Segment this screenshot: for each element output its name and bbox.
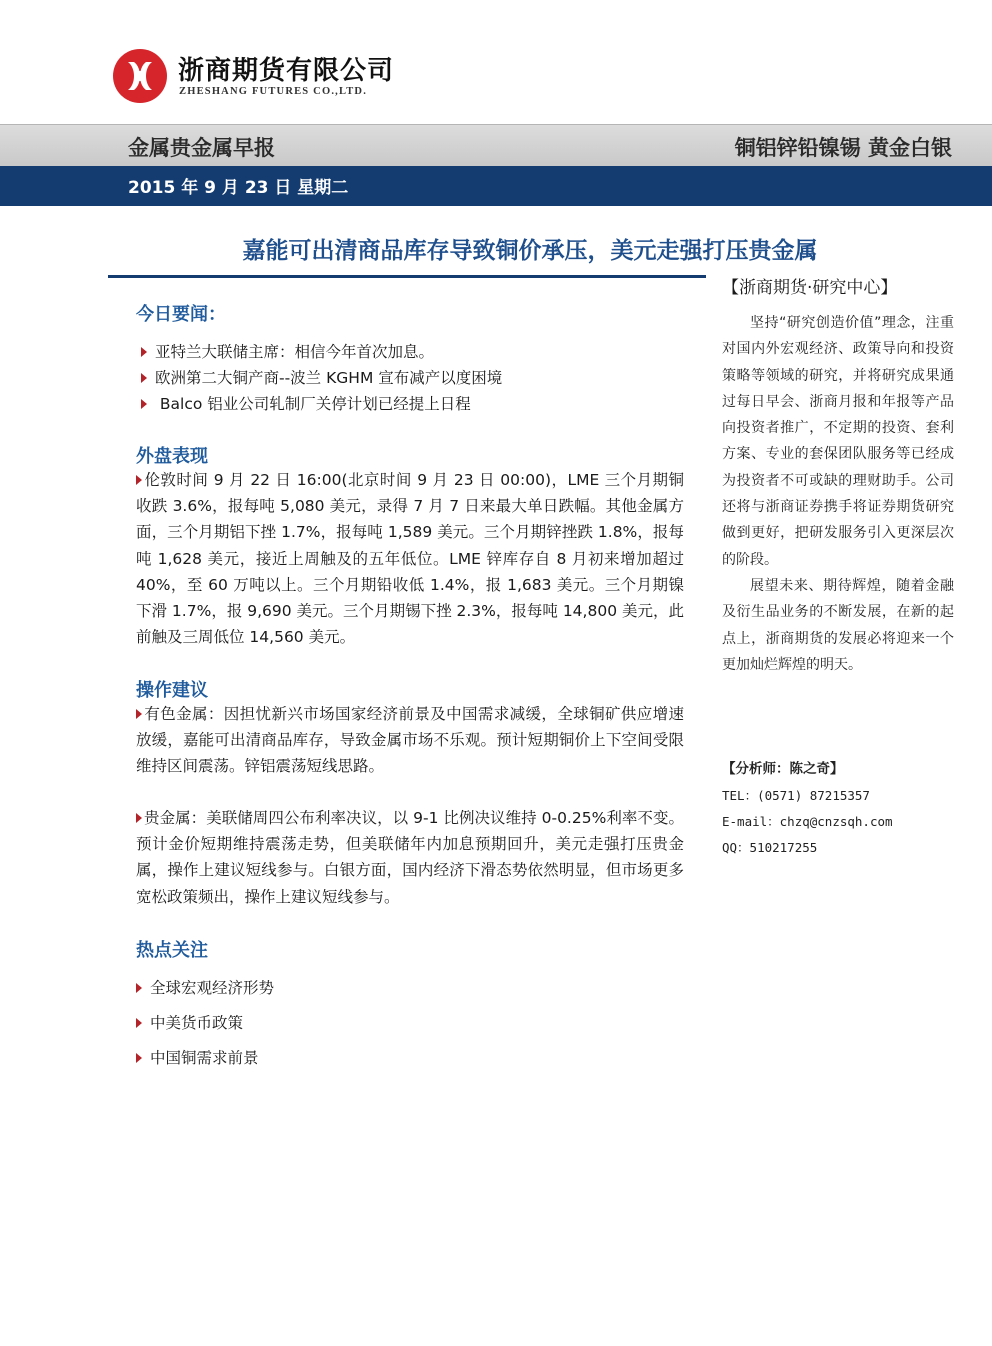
report-type-band: [0, 124, 992, 166]
news-item: Balco 铝业公司轧制厂关停计划已经提上日程: [136, 392, 471, 414]
overseas-paragraph: 伦敦时间 9 月 22 日 16:00(北京时间 9 月 23 日 00:00)，LME 三个月期铜收跌 3.6%，报每吨 5,080 美元，录得 7 月 7 日来最大单日跌幅。其他金属方面，三个月期铝下挫 1.7%，报每吨 1,589 美元。三个月期锌挫跌 1.8%，报每吨 1,628 美元，接近上周触及的五年低位。LME 锌库存自 8 月初来增加超过 40%，至 60 万吨以上。三个月期铅收低 1.4%，报 1,683 美元。三个月期镍下滑 1.7%，报 9,690 美元。三个月期锡下挫 2.3%，报每吨 14,800 美元，此前触及三周低位 14,560 美元。: [136, 471, 684, 647]
report-date: 2015 年 9 月 23 日 星期二: [128, 178, 349, 198]
hotspot-item: 中国铜需求前景: [136, 1046, 259, 1068]
intro-paragraph: 坚持“研究创造价值”理念，注重对国内外宏观经济、政策导向和投资策略等领域的研究，并将研究成果通过每日早会、浙商月报和年报等产品向投资者推广，不定期的投资、套利方案、专业的套保团队服务等已经成为投资者不可或缺的理财助手。公司还将与浙商证券携手将证券期货研究做到更好，把研发服务引入更深层次的阶段。: [722, 315, 954, 568]
research-center-tag: 【浙商期货·研究中心】: [722, 278, 898, 298]
advice-nonferrous: 有色金属：因担忧新兴市场国家经济前景及中国需求减缓，全球铜矿供应增速放缓，嘉能可出清商品库存，导致金属市场不乐观。预计短期铜价上下空间受限维持区间震荡。锌铝震荡短线思路。: [136, 705, 684, 776]
section-title-news: 今日要闻：: [136, 304, 226, 325]
bullet-arrow-icon: [136, 475, 142, 485]
zheshang-logo-icon: [112, 48, 168, 104]
bullet-arrow-icon: [136, 1018, 142, 1028]
intro-paragraph: 展望未来、期待辉煌，随着金融及衍生品业务的不断发展，在新的起点上，浙商期货的发展必将迎来一个更加灿烂辉煌的明天。: [722, 577, 954, 673]
bullet-arrow-icon: [136, 983, 142, 993]
news-item: 亚特兰大联储主席：相信今年首次加息。: [136, 340, 434, 362]
bullet-arrow-icon: [136, 813, 142, 823]
covered-metals: 铜铝锌铅镍锡 黄金白银: [734, 136, 952, 160]
hotspot-item: 全球宏观经济形势: [136, 976, 274, 998]
advice-precious: 贵金属：美联储周四公布利率决议，以 9-1 比例决议维持 0-0.25%利率不变。预计金价短期维持震荡走势，但美联储年内加息预期回升，美元走强打压贵金属，操作上建议短线参与。白银方面，国内经济下滑态势依然明显，但市场更多宽松政策频出，操作上建议短线参与。: [136, 809, 684, 906]
bullet-arrow-icon: [136, 1053, 142, 1063]
date-band: [0, 166, 992, 206]
report-type: 金属贵金属早报: [128, 136, 275, 160]
bullet-arrow-icon: [136, 709, 142, 719]
bullet-arrow-icon: [141, 373, 147, 383]
news-item: 欧洲第二大铜产商--波兰 KGHM 宣布减产以度困境: [136, 366, 502, 388]
section-title-advice: 操作建议: [136, 680, 208, 701]
analyst-qq: QQ：510217255: [722, 840, 818, 855]
bullet-arrow-icon: [141, 347, 147, 357]
analyst-tel: TEL：(0571) 87215357: [722, 788, 870, 803]
company-intro: [722, 310, 954, 678]
company-name-cn: 浙商期货有限公司: [178, 56, 395, 86]
headline-divider: [108, 275, 706, 278]
headline: 嘉能可出清商品库存导致铜价承压，美元走强打压贵金属: [242, 238, 818, 264]
hotspot-item: 中美货币政策: [136, 1011, 243, 1033]
section-title-overseas: 外盘表现: [136, 446, 208, 467]
bullet-arrow-icon: [141, 399, 147, 409]
section-title-hotspots: 热点关注: [136, 940, 208, 961]
analyst-name: 【分析师：陈之奇】: [722, 761, 844, 777]
analyst-email: E-mail：chzq@cnzsqh.com: [722, 814, 893, 829]
company-name-en: ZHESHANG FUTURES CO.,LTD.: [179, 86, 368, 97]
company-logo: [112, 44, 402, 108]
